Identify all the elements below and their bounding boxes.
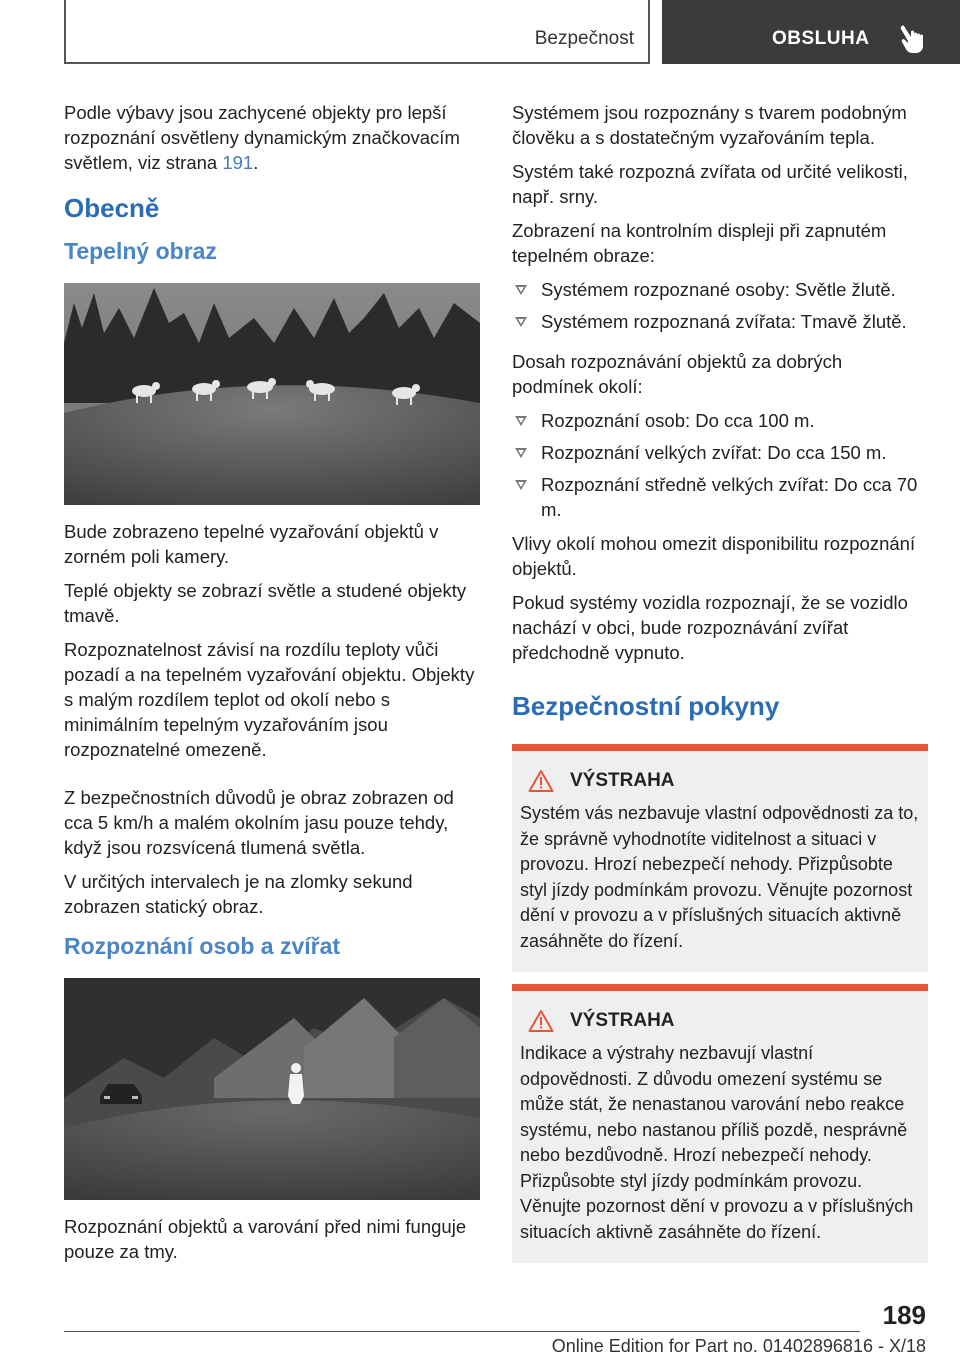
list-bullet-icon bbox=[515, 480, 527, 490]
list-item: Rozpoznání osob: Do cca 100 m. bbox=[512, 408, 928, 433]
warning-box-2 bbox=[512, 984, 928, 1263]
thermal-scene-animals bbox=[64, 283, 480, 505]
warning-triangle-icon bbox=[528, 769, 554, 793]
thermal-paragraph-1: Bude zobrazeno tepelné vyzařování objektů v zorném poli kamery. bbox=[64, 521, 439, 567]
intro-text: Podle výbavy jsou zachycené objekty pro lepší rozpoznání osvětleny dynamickým značkovacím světlem, viz strana bbox=[64, 102, 460, 173]
range-list bbox=[512, 408, 928, 522]
display-list bbox=[512, 277, 928, 334]
list-bullet-icon bbox=[515, 416, 527, 426]
list-item: Systémem rozpoznané osoby: Světle žlutě. bbox=[512, 277, 928, 302]
thermal-image-pedestrian bbox=[64, 978, 480, 1200]
warning-box-1 bbox=[512, 744, 928, 972]
right-paragraph-2: Systém také rozpozná zvířata od určité velikosti, např. srny. bbox=[512, 161, 908, 207]
list-item: Rozpoznání středně velkých zvířat: Do cca 70 m. bbox=[512, 472, 928, 522]
thermal-paragraph-4: Z bezpečnostních důvodů je obraz zobrazen od cca 5 km/h a malém okolním jasu pouze tehdy, když jsou rozsvícená tlumená světla. bbox=[64, 787, 454, 858]
right-column bbox=[512, 100, 928, 1275]
thermal-paragraph-3: Rozpoznatelnost závisí na rozdílu teploty vůči pozadí a na tepelném vyzařování objektu. Objekty s malým rozdílem teplot od okolí nebo s minimálním tepelným vyzařováním jsou rozpoznatelné omezeně. bbox=[64, 639, 475, 760]
warning-triangle-icon bbox=[528, 1009, 554, 1033]
intro-end: . bbox=[253, 152, 259, 173]
page-number: 189 bbox=[882, 1300, 926, 1330]
left-column bbox=[64, 100, 480, 1273]
heading-safety: Bezpečnostní pokyny bbox=[512, 691, 780, 721]
list-item: Rozpoznání velkých zvířat: Do cca 150 m. bbox=[512, 440, 928, 465]
chapter-tab-label: OBSLUHA bbox=[772, 28, 870, 49]
heading-thermal-image: Tepelný obraz bbox=[64, 238, 217, 264]
list-bullet-icon bbox=[515, 317, 527, 327]
warning-title: VÝSTRAHA bbox=[570, 770, 675, 791]
warning-text: Systém vás nezbavuje vlastní odpovědnosti za to, že správně vyhodnotíte viditelnost a situaci v provozu. Hrozí nebezpečí nehody. Přizpůsobte styl jízdy podmínkám provozu. Věnujte pozornost dění v provozu a v příslušných situacích aktivně zasáhněte do řízení. bbox=[520, 803, 919, 951]
hand-pointing-icon bbox=[898, 22, 928, 54]
thermal-paragraph-2: Teplé objekty se zobrazí světle a studené objekty tmavě. bbox=[64, 580, 467, 626]
list-bullet-icon bbox=[515, 448, 527, 458]
thermal-scene-pedestrian bbox=[64, 978, 480, 1200]
heading-general: Obecně bbox=[64, 193, 160, 223]
list-item: Systémem rozpoznaná zvířata: Tmavě žlutě. bbox=[512, 309, 928, 334]
footer-divider bbox=[64, 1331, 860, 1332]
chapter-tab[interactable] bbox=[662, 0, 960, 64]
header-section-title: Bezpečnost bbox=[534, 28, 634, 49]
detection-paragraph-1: Rozpoznání objektů a varování před nimi funguje pouze za tmy. bbox=[64, 1216, 467, 1262]
heading-detection: Rozpoznání osob a zvířat bbox=[64, 933, 341, 959]
footer-edition: Online Edition for Part no. 01402896816 - X/18 bbox=[551, 1336, 926, 1356]
warning-text: Indikace a výstrahy nezbavují vlastní odpovědnosti. Z důvodu omezení systému se může stát, že nenastanou varování nebo reakce systému, nebo nastanou příliš pozdě, nesprávně nebo bezdůvodně. Hrozí nebezpečí nehody. Přizpůsobte styl jízdy podmínkám provozu. Věnujte pozornost dění v provozu a v příslušných situacích aktivně zasáhněte do řízení. bbox=[520, 1043, 914, 1242]
thermal-paragraph-5: V určitých intervalech je na zlomky sekund zobrazen statický obraz. bbox=[64, 871, 413, 917]
right-paragraph-1: Systémem jsou rozpoznány s tvarem podobným člověku a s dostatečným vyzařováním tepla. bbox=[512, 102, 907, 148]
right-paragraph-6: Pokud systémy vozidla rozpoznají, že se vozidlo nachází v obci, bude rozpoznávání zvířat předchodně vypnuto. bbox=[512, 592, 908, 663]
right-paragraph-5: Vlivy okolí mohou omezit disponibilitu rozpoznání objektů. bbox=[512, 533, 916, 579]
list-bullet-icon bbox=[515, 285, 527, 295]
warning-title: VÝSTRAHA bbox=[570, 1010, 675, 1031]
right-paragraph-3: Zobrazení na kontrolním displeji při zapnutém tepelném obraze: bbox=[512, 220, 887, 266]
intro-paragraph bbox=[64, 100, 480, 175]
page-link-191[interactable]: 191 bbox=[222, 152, 254, 173]
right-paragraph-4: Dosah rozpoznávání objektů za dobrých podmínek okolí: bbox=[512, 351, 843, 397]
thermal-image-animals bbox=[64, 283, 480, 505]
